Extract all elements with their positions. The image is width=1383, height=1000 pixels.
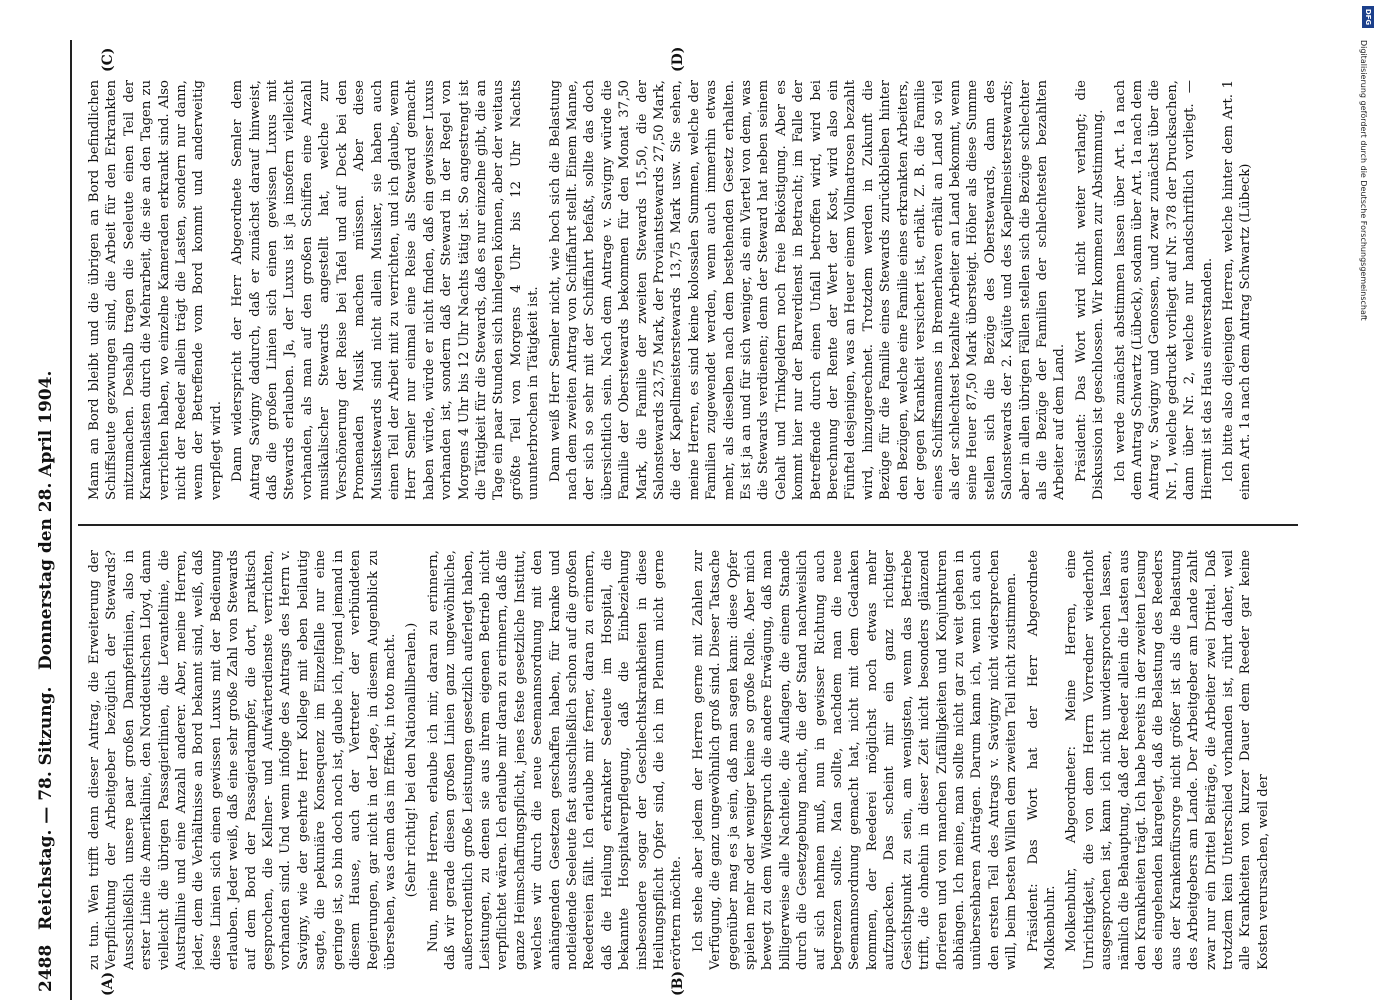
paragraph: Nun, meine Herren, erlaube ich mir, daran zu erinnern, daß wir gerade diesen großen Linien ganz ungewöhnliche, außerordentlich große Leistungen gesetzlich auferlegt haben, Leistungen, zu denen sie aus ihrem eigenen Betrieb nicht verpflichtet wären. Ich erlaube mir daran zu erinnern, daß die ganze Heimschaffungspflicht, jenes feste gesetzliche Institut, welches wir durch die neue Seemannsordnung mit den anhängenden Gesetzen geschaffen haben, für kranke und notleidende Seeleute fast ausschließlich schon auf die großen Reedereien fällt. Ich erlaube mir ferner, daran zu erinnern, daß die Heilung erkrankter Seeleute im Hospital, die bekannte Hospitalverpflegung, daß die Einbeziehung insbesondere sogar der Geschlechtskrankheiten in diese Heilungspflicht Opfer sind, die ich im Plenum nicht gerne erörtern möchte. xyxy=(425,550,685,970)
header-rule xyxy=(70,40,72,1000)
page-header xyxy=(30,40,70,1000)
paragraph: Ich stehe aber jedem der Herren gerne mit Zahlen zur Verfügung, die ganz ungewöhnlich groß sind. Dieser Tatsache gegenüber mag es ja sein, daß man sagen kann: diese Opfer spielen mehr oder weniger keine so große Rolle. Aber mich bewegt zu dem Widerspruch die andere Erwägung, daß man billigerweise alle Nachteile, die Auflagen, die einem Stande durch die Gesetzgebung macht, die der Stand nachweislich auf sich nehmen muß, nun in gewisser Richtung auch begrenzen sollte. Man sollte, nachdem man die neue Seemannsordnung gemacht hat, nicht mit dem Gedanken kommen, der Reederei möglichst noch etwas mehr aufzupacken. Das scheint mir ein ganz richtiger Gesichtspunkt zu sein, am wenigsten, wenn das Betriebe trifft, die ohnehin in dieser Zeit nicht besonders glänzend florieren und von manchen Zufälligkeiten und Konjunkturen abhängen. Ich meine, man sollte nicht gar zu weit gehen in unübersehbaren Anträgen. Darum kann ich, wenn ich auch den ersten Teil des Antrags v. Savigny nicht widersprechen will, beim besten Willen dem zweiten Teil nicht zustimmen. xyxy=(690,550,1020,970)
paragraph: Molkenbuhr, Abgeordneter: Meine Herren, eine Unrichtigkeit, die von dem Herrn Vorredner wiederholt ausgesprochen ist, kann ich nicht unwidersprochen lassen, nämlich die Behauptung, daß der Reeder allein die Lasten aus den Krankheiten trägt. Ich habe bereits in der zweiten Lesung des eingehenden klargelegt, daß die Belastung des Reeders aus der Krankenfürsorge nicht größer ist als die Belastung des Arbeitgebers am Lande. Der Arbeitgeber am Lande zahlt zwar nur ein Drittel Beiträge, die Arbeiter zwei Drittel. Daß trotzdem kein Unterschied vorhanden ist, rührt daher, weil alle Krankheiten von kurzer Dauer dem Reeder gar keine Kosten verursachen, weil der xyxy=(1064,550,1271,970)
margin-letter-d: (D) xyxy=(670,46,686,72)
right-column xyxy=(86,80,1296,500)
header-left: Reichstag. — 78. Sitzung. xyxy=(36,686,56,930)
paragraph: Dann widerspricht der Herr Abgeordnete Semler dem Antrag Savigny dadurch, daß er zunächst darauf hinweist, daß die großen Linien sich einen gewissen Luxus mit Stewards erlauben. Ja, der Luxus ist ja insofern vielleicht vorhanden, als man auf den großen Schiffen eine Anzahl musikalischer Stewards angestellt hat, welche zur Verschönerung der Reise bei Tafel und auf Deck bei den Promenaden Musik machen müssen. Aber diese Musikstewards sind nicht allein Musiker, sie haben auch einen Teil der Arbeit mit zu verrichten, und ich glaube, wenn Herr Semler nur einmal eine Reise als Steward gemacht haben würde, würde er nicht finden, daß ein gewisser Luxus vorhanden ist, sondern daß der Steward in der Regel von Morgens 4 Uhr bis 12 Uhr Nachts tätig ist. So angestrengt ist die Tätigkeit für die Stewards, daß es nur einzelne gibt, die an Tage ein paar Stunden sich hinlegen können, aber der weitaus größte Teil von Morgens 4 Uhr bis 12 Uhr Nachts ununterbrochen in Tätigkeit ist. xyxy=(230,80,542,500)
dfg-logo-text: DFG xyxy=(1364,8,1372,26)
left-column xyxy=(86,550,1296,970)
interjection: (Sehr richtig! bei den Nationalliberalen.) xyxy=(404,622,420,898)
paragraph: Mann an Bord bleibt und die übrigen an Bord befindlichen Schiffsleute gezwungen sind, die Arbeit für den Erkrankten mitzumachen. Deshalb tragen die Seeleute einen Teil der Krankenlasten durch die Mehrarbeit, die sie an den Tagen zu verrichten haben, wo einzelne Kameraden erkrankt sind. Also nicht der Reeder allein trägt die Lasten, sondern nur dann, wenn der Betreffende vom Bord kommt und anderweitig verpflegt wird. xyxy=(87,80,224,500)
margin-letter-a: (A) xyxy=(100,971,116,996)
paragraph: zu tun. Wen trifft denn dieser Antrag, die Erweiterung der Verpflichtung der Arbeitgeber bezüglich der Stewards? Ausschließlich unsere paar großen Dampferlinien, also in erster Linie die Amerikalinie, den Norddeutschen Lloyd, dann vielleicht die übrigen Passagierlinien, die Levantelinie, die Australlinie und eine Anzahl anderer. Aber, meine Herren, jeder, dem die Verhältnisse an Bord bekannt sind, weiß, daß diese Linien sich einen gewissen Luxus mit der Bedienung erlauben. Jeder weiß, daß eine sehr große Zahl von Stewards auf dem Bord der Passagierdampfer, die dort, praktisch gesprochen, die Kellner- und Aufwärterdienste verrichten, vorhanden sind. Und wenn infolge des Antrags des Herrn v. Savigny, wie der geehrte Herr Kollege mit eben beilautig sagte, die pekuniäre Konsequenz im Einzelfalle nur eine geringe ist, so bin doch noch ist, glaube ich, irgend jemand in diesem Hause, auch der Vertreter der verbündeten Regierungen, gar nicht in der Lage, in diesem Augenblick zu übersehen, was denn das im Effekt, in toto macht. xyxy=(87,550,398,970)
page-number: 2488 xyxy=(36,944,56,992)
column-divider xyxy=(78,524,1298,526)
margin-letter-c: (C) xyxy=(100,47,116,72)
margin-letter-b: (B) xyxy=(670,970,686,996)
digitization-note: Digitalisierung gefördert durch die Deutsche Forschungsgemeinschaft xyxy=(1359,40,1368,321)
speaker-line: Präsident: Das Wort hat der Herr Abgeordnete Molkenbuhr. xyxy=(1025,550,1058,970)
dfg-logo xyxy=(1362,6,1374,28)
speaker-line: Präsident: Das Wort wird nicht weiter verlangt; die Diskussion ist geschlossen. Wir kommen zur Abstimmung. xyxy=(1073,80,1107,500)
paragraph: Ich bitte also diejenigen Herren, welche hinter dem Art. 1 einen Art. 1a nach dem Antrag Schwartz (Lübeck) xyxy=(1221,80,1254,500)
paragraph: Ich werde zunächst abstimmen lassen über Art. 1a nach dem Antrag Schwartz (Lübeck), sodann über Art. 1a nach dem Antrag v. Savigny und Genossen, und zwar zunächst über die Nr. 1, welche gedruckt vorliegt auf Nr. 378 der Drucksachen, dann über Nr. 2, welche nur handschriftlich vorliegt. — Hiermit ist das Haus einverstanden. xyxy=(1112,80,1215,500)
rotated-page-content xyxy=(30,40,1320,1000)
paragraph: Dann weiß Herr Semler nicht, wie hoch sich die Belastung nach dem zweiten Antrag von Schiffahrt stellt. Einem Manne, der sich so sehr mit der Schiffahrt befaßt, sollte das doch übersichtlich sein. Nach dem Antrage v. Savigny würde die Familie der Oberstewards bekommen für den Monat 37,50 Mark, die Familie der zweiten Stewards 15,50, die der Salonstewards 23,75 Mark, der Proviantstewards 27,50 Mark, die der Kapellmeisterstewards 13,75 Mark usw. Sie sehen, meine Herren, es sind keine kolossalen Summen, welche der Familien zugewendet werden, wenn auch immerhin etwas mehr, als dieselben nach dem bestehenden Gesetz erhalten. Es ist ja an und für sich weniger, als ein Viertel von dem, was die Stewards verdienen; denn der Steward hat neben seinem Gehalt und Trinkgeldern noch freie Beköstigung. Aber es kommt hier nur der Barverdienst in Betracht; im Falle der Betreffende durch einen Unfall betroffen wird, wird bei Berechnung der Rente der Wert der Kost, wird also ein Fünftel desjenigen, was an Heuer einem Vollmatrosen bezahlt wird, hinzugerechnet. Trotzdem werden in Zukunft die Bezüge für die Familie eines Stewards zurückbleiben hinter den Bezügen, welche eine Familie eines erkrankten Arbeiters, der gegen Krankheit versichert ist, erhält. Z. B. die Familie eines Schiffsmannes in Bremerhaven erhält an Land so viel als der schlechtest bezahlte Arbeiter an Land bekommt, wenn seine Heuer 87,50 Mark übersteigt. Höher als diese Summe stellen sich die Bezüge des Oberstewards, dann des Salonstewards der 2. Kajüte und des Kapellmeisterstewards; aber in allen übrigen Fällen stellen sich die Bezüge schlechter als die Bezüge der Familien der schlechtesten bezahlten Arbeiter auf dem Land. xyxy=(547,80,1068,500)
header-date: Donnerstag den 28. April 1904. xyxy=(36,370,56,670)
